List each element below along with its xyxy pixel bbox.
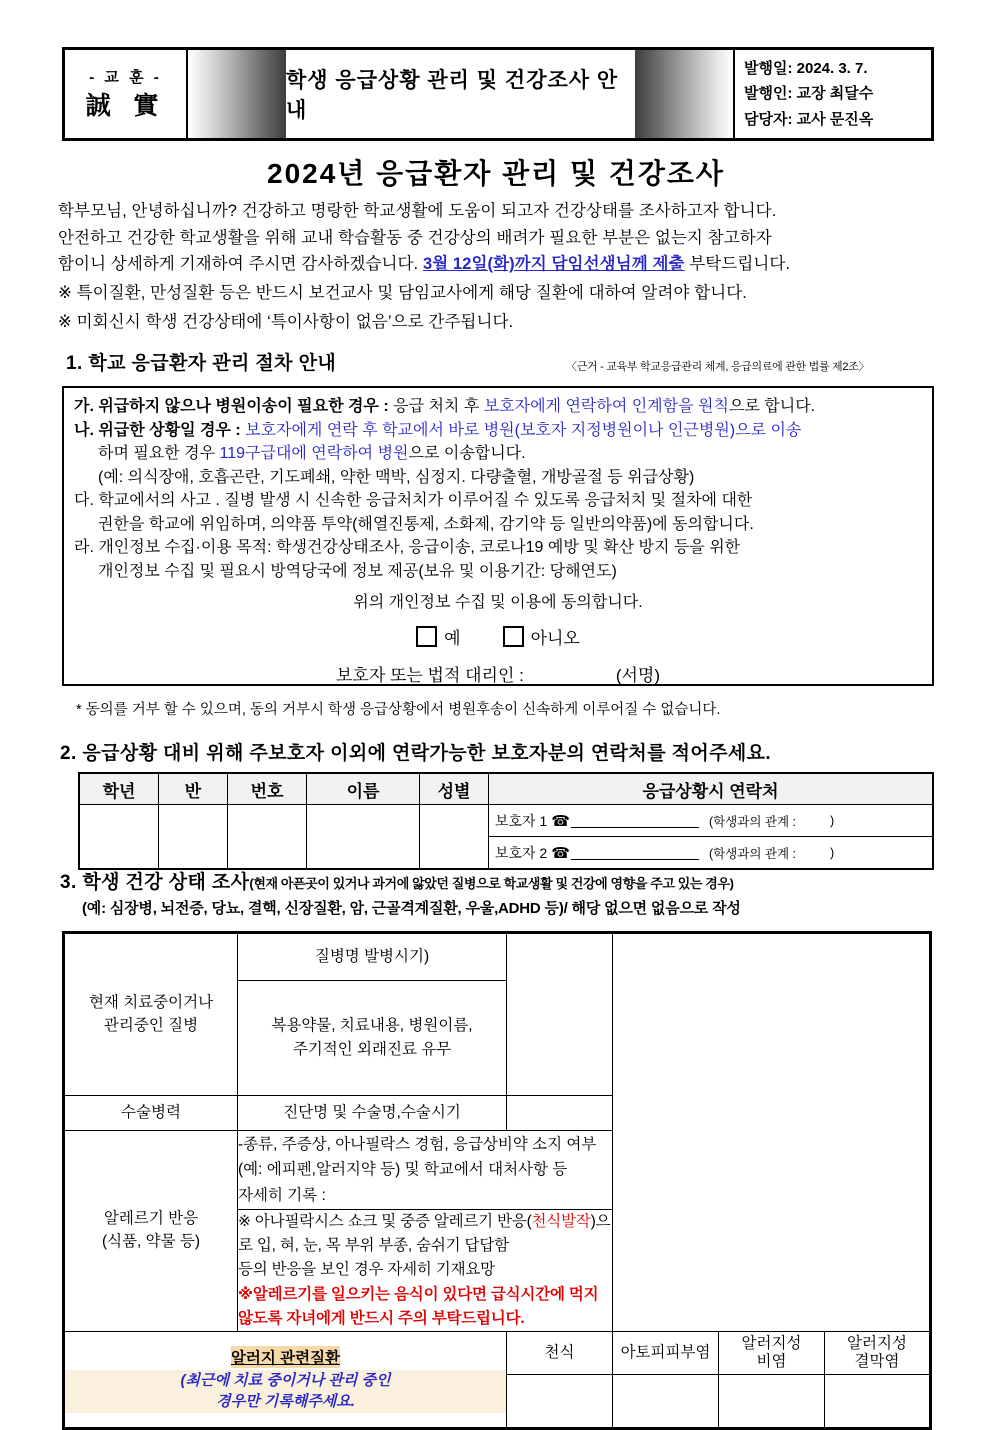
allergy-note-post: )으로 입, 혀, 눈, 목 부위 부종, 숨쉬기 답답함 [238, 1213, 611, 1255]
masthead-title: 학생 응급상황 관리 및 건강조사 안내 [286, 50, 635, 138]
publication-info-box [733, 50, 931, 138]
guardian-2-phone-input[interactable] [571, 846, 699, 860]
deadline-link[interactable]: 3월 12일(화)까지 담임선생님께 제출 [422, 255, 685, 274]
row-label-allergy [64, 1131, 238, 1332]
column-header-allergic-rhinitis-l1: 알러지성 [741, 1334, 802, 1352]
procedure-d-line1: 라. 개인정보 수집·이용 목적: 학생건강상태조사, 응급이송, 코로나19 예방 및 확산 방지 등을 위한 [74, 539, 741, 557]
guardian-2-label: 보호자 2 [495, 844, 548, 861]
column-header-allergic-rhinitis [719, 1331, 825, 1374]
input-cell-name[interactable] [307, 805, 420, 870]
allergy-related-sub [65, 1370, 506, 1414]
signature-label: 보호자 또는 법적 대리인 : [335, 666, 524, 686]
motto-text: 誠 實 [85, 90, 166, 120]
gradient-bar-left [188, 50, 286, 138]
input-cell-grade[interactable] [79, 805, 159, 870]
procedure-b-line2-pre: 하며 필요한 경우 [98, 445, 220, 463]
sub-label-disease-name: 질병명 발병시기) [238, 933, 507, 981]
checkbox-icon-yes[interactable] [416, 626, 437, 647]
row-label-allergy-l2: (식품, 약물 등) [101, 1232, 201, 1250]
allergy-related-sub-l1: (최근에 치료 중이거나 관리 중인 [180, 1371, 391, 1389]
emergency-procedure-box [62, 386, 934, 686]
procedure-a-text-blue: 보호자에게 연락하여 인계함을 원칙 [483, 398, 729, 415]
row-label-surgery-history: 수술병력 [64, 1096, 238, 1131]
input-cell-surgery[interactable] [507, 1096, 613, 1131]
phone-icon: ☎ [551, 844, 570, 862]
checkbox-icon-no[interactable] [503, 626, 524, 647]
sub-label-medication [238, 981, 507, 1096]
column-header-allergic-conjunctivitis-l2: 결막염 [854, 1352, 900, 1370]
procedure-item-b [74, 419, 922, 443]
publisher-name: 발행인: 교장 최달수 [744, 85, 874, 103]
table-row-allergy-disease-headers [64, 1331, 931, 1374]
sub-label-medication-l2: 주기적인 외래진료 유무 [292, 1041, 452, 1058]
section-3-heading-main: 3. 학생 건강 상태 조사 [60, 872, 250, 893]
consent-yes-label: 예 [444, 629, 461, 649]
table-row [79, 805, 933, 870]
column-header-grade: 학년 [79, 773, 159, 805]
column-header-allergic-conjunctivitis [825, 1331, 931, 1374]
procedure-c-line2: 권한을 학교에 위임하며, 의약품 투약(해열진통제, 소화제, 감기약 등 일반의약품)에 동의합니다. [98, 515, 754, 533]
allergy-related-title: 알러지 관련질환 [231, 1346, 340, 1368]
row-label-current-illness [64, 933, 238, 1096]
procedure-c-line1: 다. 학교에서의 사고 . 질병 발생 시 신속한 응급처치가 이루어질 수 있도록 응급처치 및 절차에 대한 [74, 492, 753, 510]
guardian-1-phone-input[interactable] [571, 814, 699, 828]
intro-line-2: 안전하고 건강한 학교생활을 위해 교내 학습활동 중 건강상의 배려가 필요한 부분은 없는지 참고하자 [58, 228, 772, 247]
input-cell-number[interactable] [228, 805, 307, 870]
consent-no-label: 아니오 [530, 629, 580, 649]
intro-note-2: ※ 미회신시 학생 건강상태에 ‘특이사항이 없음’으로 간주됩니다. [58, 312, 514, 331]
allergy-detail-line-1: -종류, 주증상, 아나필락스 경험, 응급상비약 소지 여부(예: 에피펜,알러지약 등) 및 학교에서 대처사항 등 [238, 1136, 597, 1179]
column-header-number: 번호 [228, 773, 307, 805]
column-header-class: 반 [159, 773, 228, 805]
section-3-heading-sub: (현재 아픈곳이 있거나 과거에 앓았던 질병으로 학교생활 및 건강에 영향을 주고 있는 경우) [249, 876, 734, 891]
allergy-note-line-2: 등의 반응을 보인 경우 자세히 기재요망 [238, 1261, 495, 1279]
row-label-current-illness-l1: 현재 치료중이거나 [88, 994, 214, 1012]
allergy-note-red: 천식발작 [531, 1213, 591, 1230]
procedure-b-text-blue: 보호자에게 연락 후 학교에서 바로 병원(보호자 지정병원이나 인근병원)으로 이송 [245, 421, 802, 439]
column-header-atopic-dermatitis [613, 1331, 719, 1374]
intro-note-1: ※ 특이질환, 만성질환 등은 반드시 보건교사 및 담임교사에게 해당 질환에 대하여 알려야 합니다. [58, 284, 747, 303]
guardian-2-row[interactable] [489, 836, 932, 868]
procedure-a-text-tail: 으로 합니다. [728, 398, 816, 415]
input-cell-class[interactable] [159, 805, 228, 870]
allergy-detail-line-2: 자세히 기록 : [238, 1186, 326, 1204]
column-header-emergency-contact: 응급상황시 연락처 [489, 773, 934, 805]
column-header-asthma [507, 1331, 613, 1374]
column-header-atopic-dermatitis-l1: 아토피피부염 [620, 1343, 711, 1361]
input-cell-current-illness[interactable] [507, 933, 613, 1096]
allergy-detail-instructions[interactable] [238, 1131, 613, 1210]
section-3-example-text: (예: 심장병, 뇌전증, 당뇨, 결핵, 신장질환, 암, 근골격계질환, 우울,ADHD 등)/ 해당 없으면 없음으로 작성 [82, 900, 741, 917]
input-cell-gender[interactable] [420, 805, 489, 870]
phone-icon: ☎ [551, 812, 570, 830]
consent-statement: 위의 개인정보 수집 및 이용에 동의합니다. [353, 594, 643, 612]
health-survey-table [62, 931, 932, 1430]
procedure-b-line2-post: 으로 이송합니다. [408, 445, 526, 463]
consent-yes-option[interactable] [416, 624, 460, 649]
emergency-contact-table [78, 772, 934, 870]
procedure-b-label: 나. 위급한 상황일 경우 : [74, 421, 246, 439]
intro-line-3-post: 부탁드립니다. [684, 255, 791, 274]
column-header-gender: 성별 [420, 773, 489, 805]
column-header-allergic-rhinitis-l2: 비염 [756, 1352, 787, 1370]
intro-line-1: 학부모님, 안녕하십니까? 건강하고 명랑한 학교생활에 도움이 되고자 건강상태를 조사하고자 합니다. [58, 202, 777, 220]
sub-label-medication-l1: 복용약물, 치료내용, 병원이름, [271, 1016, 473, 1034]
guardian-2-relation-close: ) [829, 845, 835, 860]
procedure-a-text1: 응급 처치 후 [393, 398, 484, 415]
guardian-contact-cell [489, 805, 934, 870]
table-row-allergy-detail [64, 1131, 931, 1210]
section-1-heading: 1. 학교 응급환자 관리 절차 안내 [66, 353, 337, 374]
consent-choice-row [74, 624, 922, 649]
table-row-surgery [64, 1096, 931, 1131]
guardian-1-relation-label: (학생과의 관계 : [708, 814, 796, 829]
masthead [62, 47, 934, 141]
school-motto-box [65, 50, 188, 138]
procedure-a-label: 가. 위급하지 않으나 병원이송이 필요한 경우 : [74, 398, 394, 415]
row-label-current-illness-l2: 관리중인 질병 [103, 1016, 199, 1034]
motto-caption: - 교 훈 - [89, 69, 162, 87]
guardian-1-row[interactable] [489, 805, 932, 836]
input-cell-atopic-dermatitis[interactable] [613, 1374, 719, 1428]
guardian-1-label: 보호자 1 [495, 812, 548, 829]
signature-hint: (서명) [615, 666, 660, 686]
allergy-related-disease-label [64, 1331, 507, 1428]
input-cell-allergic-rhinitis[interactable] [719, 1374, 825, 1428]
section-1-footnote: * 동의를 거부 할 수 있으며, 동의 거부시 학생 응급상황에서 병원후송이 신속하게 이루어질 수 없습니다. [76, 702, 721, 718]
procedure-item-a [74, 395, 922, 419]
procedure-d-line2: 개인정보 수집 및 필요시 방역당국에 정보 제공(보유 및 이용기간: 당해연도) [98, 562, 617, 580]
intro-block [58, 198, 938, 336]
input-cell-asthma[interactable] [507, 1374, 613, 1428]
procedure-b-line2 [74, 442, 922, 466]
intro-line-3-pre: 함이니 상세하게 기재하여 주시면 감사하겠습니다. [58, 255, 423, 274]
input-cell-allergic-conjunctivitis[interactable] [825, 1374, 931, 1428]
allergy-related-sub-l2: 경우만 기록해주세요. [216, 1393, 355, 1411]
table-row-disease-name [64, 933, 931, 981]
page-title: 2024년 응급환자 관리 및 건강조사 [267, 158, 725, 189]
consent-no-option[interactable] [503, 624, 580, 649]
publish-date: 발행일: 2024. 3. 7. [744, 60, 868, 78]
manager-name: 담당자: 교사 문진옥 [744, 110, 874, 128]
column-header-name: 이름 [307, 773, 420, 805]
guardian-2-relation-label: (학생과의 관계 : [708, 846, 796, 861]
sub-label-surgery-detail: 진단명 및 수술명,수술시기 [238, 1096, 507, 1131]
column-header-asthma-l1: 천식 [544, 1343, 575, 1361]
procedure-b-line3: (예: 의식장애, 호흡곤란, 기도폐쇄, 약한 맥박, 심정지. 다량출혈, 개방골절 등 위급상황) [98, 468, 695, 486]
section-1-legal-reference: 〈근거 - 교육부 학교응급관리 체계, 응급의료에 관한 법률 제2조〉 [566, 361, 870, 373]
allergy-note-line-3: ※알레르기를 일으키는 음식이 있다면 급식시간에 먹지 않도록 자녀에게 반드시 주의 부탁드립니다. [238, 1285, 599, 1327]
guardian-1-relation-close: ) [829, 813, 835, 828]
section-3-heading [60, 867, 734, 894]
allergy-note-pre: ※ 아나필락시스 쇼크 및 중증 알레르기 반응( [238, 1213, 532, 1230]
signature-row [74, 661, 922, 686]
allergy-warning-note [238, 1210, 613, 1332]
intro-line-3 [58, 251, 938, 278]
column-header-allergic-conjunctivitis-l1: 알러지성 [847, 1334, 907, 1352]
allergy-note-line-1 [238, 1210, 612, 1258]
procedure-b-line2-blue: 119구급대에 연락하여 병원 [219, 445, 409, 463]
gradient-bar-right [635, 50, 733, 138]
table-header-row [79, 773, 933, 805]
section-2-heading: 2. 응급상황 대비 위해 주보호자 이외에 연락가능한 보호자분의 연락처를 적어주세요. [60, 743, 772, 764]
row-label-allergy-l1: 알레르기 반응 [103, 1210, 199, 1228]
